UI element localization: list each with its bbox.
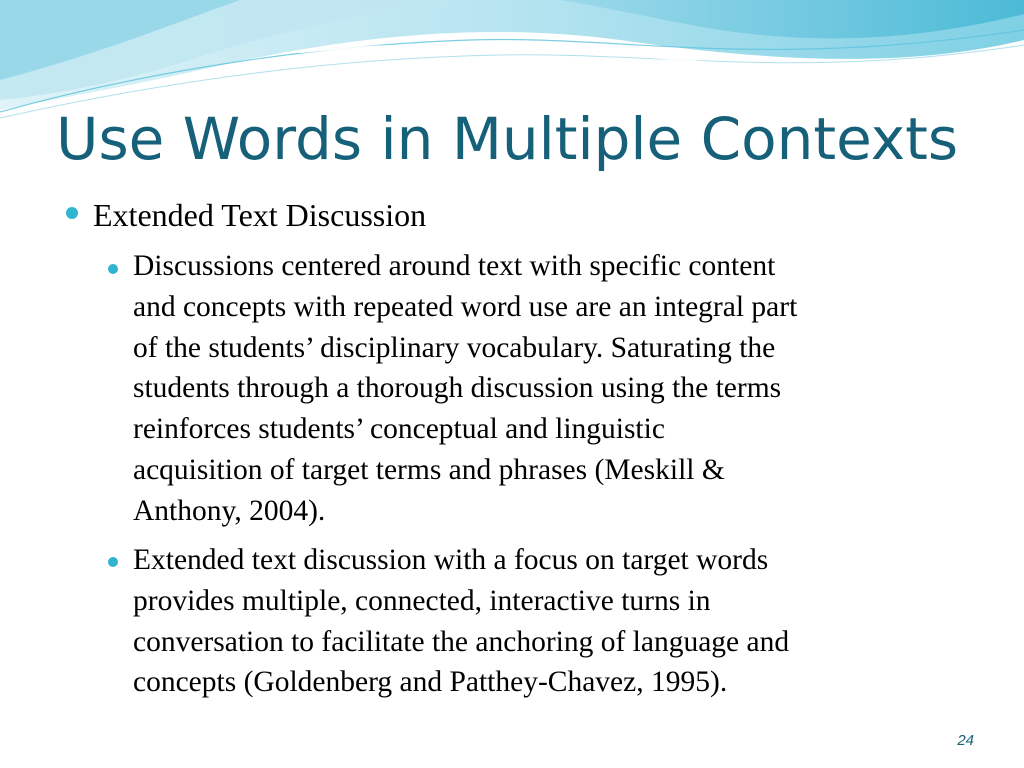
- paragraph-line: Extended text discussion with a focus on target words: [133, 544, 769, 576]
- slide-title: Use Words in Multiple Contexts: [56, 105, 959, 173]
- bullet-dot-icon: [108, 264, 118, 274]
- bullet-dot-icon: [108, 557, 118, 567]
- sub-bullet-paragraph: [133, 540, 1013, 703]
- paragraph-line: concepts (Goldenberg and Patthey-Chavez, 1995).: [133, 666, 728, 699]
- paragraph-line: conversation to facilitate the anchoring of language and: [133, 625, 790, 658]
- bullet-dot-icon: [66, 207, 78, 219]
- paragraph-line: provides multiple, connected, interactive turns in: [133, 584, 711, 617]
- paragraph-line: reinforces students’ conceptual and linguistic: [133, 413, 665, 446]
- paragraph-line: Discussions centered around text with specific content: [133, 250, 776, 282]
- paragraph-line: and concepts with repeated word use are an integral part: [133, 290, 798, 323]
- paragraph-line: students through a thorough discussion using the terms: [133, 372, 782, 405]
- paragraph-line: Anthony, 2004).: [133, 494, 326, 527]
- sub-bullet-paragraph: [133, 246, 1013, 532]
- main-bullet-text: Extended Text Discussion: [93, 197, 427, 233]
- paragraph-line: of the students’ disciplinary vocabulary. Saturating the: [133, 331, 776, 364]
- paragraph-line: acquisition of target terms and phrases (Meskill &: [133, 453, 725, 486]
- slide-number: 24: [957, 732, 974, 749]
